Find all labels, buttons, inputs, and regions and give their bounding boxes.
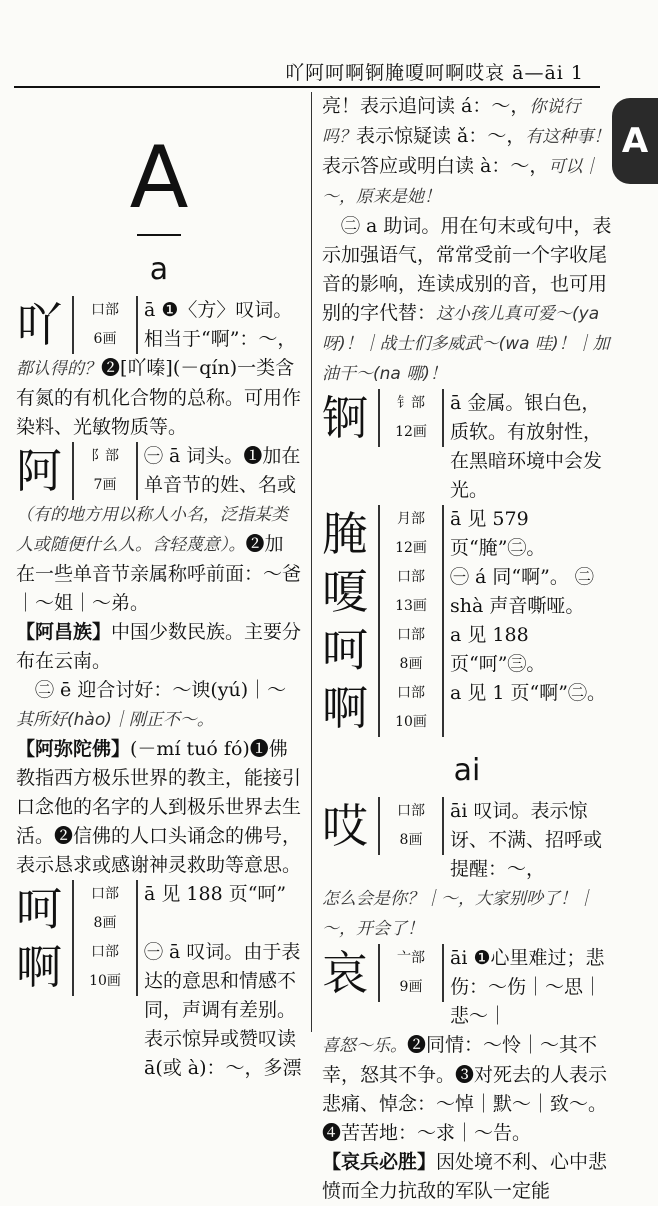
compound-def: (－mí tuó fó)❶佛教指西方极乐世界的教主，能接引口念他的名字的人到极乐世界去生活。❷信佛的人口头诵念的佛号，表示恳求或感谢神灵救助等意思。 <box>16 738 302 876</box>
right-column <box>322 92 612 1206</box>
radical: 口部 <box>397 569 425 585</box>
header-text: 吖阿呵啊锕腌嗄呵啊哎哀 ā—āi 1 <box>285 62 584 84</box>
entry-a-ah <box>16 938 302 1083</box>
definition: a 见 188 页“呵”㊂。 <box>450 624 546 675</box>
headword: 呵 <box>16 882 62 936</box>
entry-yan <box>322 505 612 563</box>
radical: 口部 <box>397 803 425 819</box>
definition: ㊀ ā 叹词。由于表达的意思和情感不同，声调有差别。表示惊异或赞叹读 ā(或 à)：～，多漂 <box>144 941 302 1079</box>
radical-box <box>72 442 138 500</box>
stroke-count: 12画 <box>395 424 427 440</box>
headword: 吖 <box>16 298 62 352</box>
radical: 亠部 <box>397 950 425 966</box>
stroke-count: 13画 <box>395 598 427 614</box>
section-letter: A <box>129 128 189 228</box>
compound-term: 【阿昌族】 <box>16 621 112 643</box>
sense-text: ㊁ ē 迎合讨好：～谀(yú)｜～ <box>35 679 287 701</box>
left-column <box>16 92 302 1083</box>
entry-actinium <box>322 389 612 505</box>
entry-ai-interj <box>322 797 612 944</box>
stroke-count: 10画 <box>89 973 121 989</box>
radical-box <box>72 938 138 996</box>
entry-sha <box>322 563 612 621</box>
compound-def: 因处境不利、心中悲愤而全力抗敌的军队一定能 <box>322 1151 608 1202</box>
compound-def: 中国少数民族。主要分布在云南。 <box>16 621 302 672</box>
entry-a-ah-cont <box>322 92 612 212</box>
pinyin-section-heading: ai <box>453 753 481 788</box>
pinyin-section-heading: a <box>149 252 169 287</box>
radical-box <box>378 621 444 679</box>
radical-box <box>378 679 444 737</box>
headword: 啊 <box>16 940 62 994</box>
radical-box <box>378 563 444 621</box>
letter-thumb-tab[interactable] <box>612 98 658 184</box>
handwritten-example: 你说行吗？ <box>322 97 581 147</box>
definition: ㊀ á 同“啊”。 ㊁ shà 声音嘶哑。 <box>450 566 594 617</box>
stroke-count: 8画 <box>399 656 423 672</box>
header-rule <box>14 86 600 88</box>
entry-ai-sorrow <box>322 944 612 1148</box>
stroke-count: 8画 <box>93 915 117 931</box>
column-divider <box>311 92 312 1032</box>
radical: 月部 <box>397 511 425 527</box>
handwritten-example: 都认得的？ <box>16 359 101 379</box>
compound-term: 【哀兵必胜】 <box>322 1151 437 1173</box>
headword: 哎 <box>322 799 368 853</box>
definition-cont: ❷同情：～怜｜～其不幸，怒其不争。❸对死去的人表示悲痛、悼念：～悼｜默～｜致～。❹苦苦地：～求｜～告。 <box>322 1034 608 1144</box>
running-header <box>0 0 610 86</box>
radical: 口部 <box>91 944 119 960</box>
cont-text: 亮！表示追问读 á：～， <box>322 95 530 117</box>
radical-box <box>378 389 444 447</box>
compound-amituofo <box>16 735 302 880</box>
handwritten-example: 其所好(hào)｜刚正不～。 <box>16 710 214 730</box>
definition: ā 见 579 页“腌”㊁。 <box>450 508 546 559</box>
stroke-count: 8画 <box>399 832 423 848</box>
radical: 钅部 <box>397 395 425 411</box>
radical: 口部 <box>91 302 119 318</box>
radical-box <box>378 797 444 855</box>
definition: ā 金属。银白色，质软。有放射性，在黑暗环境中会发光。 <box>450 392 603 501</box>
handwritten-example: 有这种事！ <box>525 127 611 147</box>
radical: 口部 <box>397 685 425 701</box>
headword: 嗄 <box>322 565 368 619</box>
compound-term: 【阿弥陀佛】 <box>16 738 131 760</box>
headword: 哀 <box>322 946 368 1000</box>
radical-box <box>378 944 444 1002</box>
definition-cont: ❷加在一些单音节亲属称呼前面：～爸｜～姐｜～弟。 <box>16 533 302 614</box>
sense-text: ㊁ a 助词。用在句末或句中，表示加强语气，常常受前一个字收尾音的影响，连读成别的音，也可用别的字代替： <box>322 215 612 324</box>
stroke-count: 9画 <box>399 979 423 995</box>
radical: 口部 <box>91 886 119 902</box>
cont-text: 表示答应或明白读 à：～， <box>322 155 549 177</box>
compound-achang <box>16 618 302 676</box>
handwritten-example: （有的地方用以称人小名，泛指某类人或随便什么人。含轻蔑意）。 <box>16 505 288 555</box>
headword: 阿 <box>16 444 62 498</box>
cont-text: 表示惊疑读 ǎ：～， <box>356 125 526 147</box>
stroke-count: 7画 <box>93 477 117 493</box>
definition: āi 叹词。表示惊讶、不满、招呼或提醒：～， <box>450 800 603 880</box>
handwritten-example: 可以｜～，原来是她！ <box>322 157 600 207</box>
stroke-count: 12画 <box>395 540 427 556</box>
stroke-count: 10画 <box>395 714 427 730</box>
handwritten-example: 这小孩儿真可爱～(ya 呀)！｜战士们多威武～(wa 哇)！｜加油干～(na 哪)！ <box>322 304 610 384</box>
sense-e <box>16 676 302 735</box>
definition: āi ❶心里难过；悲伤：～伤｜～思｜悲～｜ <box>450 947 605 1027</box>
section-letter-rule <box>137 234 181 236</box>
radical-box <box>378 505 444 563</box>
headword: 呵 <box>322 623 368 677</box>
headword: 腌 <box>322 507 368 561</box>
radical-box <box>72 880 138 938</box>
radical: 阝部 <box>91 448 119 464</box>
radical: 口部 <box>397 627 425 643</box>
headword: 锕 <box>322 391 368 445</box>
tab-letter: A <box>621 121 649 161</box>
handwritten-example: 喜怒～乐。 <box>322 1036 407 1056</box>
stroke-count: 6画 <box>93 331 117 347</box>
sense-a-particle <box>322 212 612 389</box>
entry-he <box>16 880 302 938</box>
handwritten-example: 怎么会是你？｜～，大家别吵了！｜～，开会了！ <box>322 889 594 939</box>
definition: ā 见 188 页“呵” <box>144 883 287 905</box>
definition-cont: ❷[吖嗪](－qín)一类含有氮的有机化合物的总称。可用作染料、光敏物质等。 <box>16 357 302 438</box>
definition: a 见 1 页“啊”㊁。 <box>450 682 606 704</box>
compound-aibingbisheng <box>322 1148 612 1206</box>
headword: 啊 <box>322 681 368 735</box>
definition: ㊀ ā 词头。❶加在单音节的姓、名或 <box>144 445 301 496</box>
entry-ya <box>16 296 302 442</box>
definition: ā ❶〈方〉叹词。相当于“啊”：～， <box>144 299 297 350</box>
entry-a <box>16 442 302 618</box>
entry-a-particle <box>322 679 612 737</box>
entry-he-a <box>322 621 612 679</box>
radical-box <box>72 296 138 354</box>
